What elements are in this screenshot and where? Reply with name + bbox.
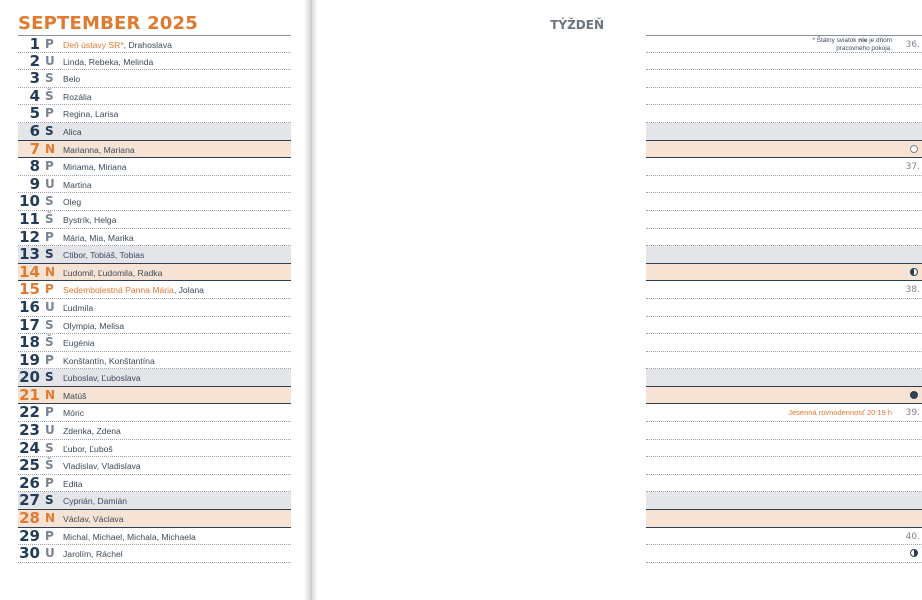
name-day xyxy=(63,352,155,370)
holiday-name: Sedembolestná Panna Mária xyxy=(63,285,174,296)
day-row xyxy=(18,475,291,493)
note-row[interactable] xyxy=(646,70,922,88)
weekday-letter: Š xyxy=(45,211,54,226)
day-row xyxy=(18,317,291,335)
name-day-text: Mária, Mia, Marika xyxy=(63,232,134,243)
equinox-note: Jesenná rovnodennosť 20:19 h xyxy=(788,408,892,418)
note-row[interactable] xyxy=(646,88,922,106)
weekday-letter: Š xyxy=(45,458,54,473)
name-day xyxy=(63,70,80,88)
name-day-text: Edita xyxy=(63,478,83,489)
note-row[interactable] xyxy=(646,281,922,299)
note-row[interactable] xyxy=(646,510,922,528)
day-number: 3 xyxy=(29,69,40,88)
name-day xyxy=(63,123,82,141)
name-day xyxy=(63,422,121,440)
day-number: 17 xyxy=(19,315,40,334)
note-row[interactable] xyxy=(646,317,922,335)
weekday-letter: N xyxy=(45,141,56,156)
note-row[interactable] xyxy=(646,457,922,475)
day-number: 30 xyxy=(19,544,40,563)
weekday-letter: U xyxy=(45,176,55,191)
weekday-letter: N xyxy=(45,387,56,402)
day-row xyxy=(18,299,291,317)
first-quarter-moon-icon xyxy=(910,549,918,557)
weekday-letter: P xyxy=(45,229,54,244)
name-day xyxy=(63,334,95,352)
weekday-letter: S xyxy=(45,440,54,455)
day-row xyxy=(18,193,291,211)
note-row[interactable] xyxy=(646,141,922,159)
weekday-letter: U xyxy=(45,423,55,438)
weekday-letter: N xyxy=(45,511,56,526)
day-row xyxy=(18,264,291,282)
note-row[interactable] xyxy=(646,193,922,211)
day-number: 7 xyxy=(29,139,40,158)
name-day xyxy=(63,369,141,387)
day-number: 24 xyxy=(19,438,40,457)
note-row[interactable] xyxy=(646,404,922,422)
note-row[interactable] xyxy=(646,211,922,229)
name-day-text: , Drahoslava xyxy=(123,40,172,50)
weekday-letter: P xyxy=(45,352,54,367)
right-page xyxy=(318,0,920,600)
weekday-letter: S xyxy=(45,71,54,86)
day-row xyxy=(18,211,291,229)
day-number: 12 xyxy=(19,227,40,246)
name-day-text: Olympia, Melisa xyxy=(63,320,125,331)
name-day-text: Marianna, Mariana xyxy=(63,144,135,155)
notes-list xyxy=(646,35,922,563)
name-day-text: Cyprián, Damián xyxy=(63,496,127,507)
footnote-bold: nie xyxy=(858,37,868,44)
weekday-letter: P xyxy=(45,405,54,420)
name-day-text: Zdenka, Zdena xyxy=(63,426,121,437)
footnote-suffix: je dňom xyxy=(867,37,892,44)
day-number: 4 xyxy=(29,86,40,105)
week-number: 36. xyxy=(905,40,920,50)
day-row xyxy=(18,281,291,299)
name-day xyxy=(63,457,141,475)
name-day-text: Miriama, Miriana xyxy=(63,162,127,173)
name-day xyxy=(63,105,118,123)
name-day-text: Eugénia xyxy=(63,338,95,349)
note-row[interactable] xyxy=(646,158,922,176)
name-day xyxy=(63,317,124,335)
full-moon-icon xyxy=(910,391,918,399)
name-day-text: Rozália xyxy=(63,91,92,102)
day-number: 18 xyxy=(19,333,40,352)
name-day xyxy=(63,141,135,159)
name-day xyxy=(63,440,113,458)
name-day-text: Oleg xyxy=(63,197,82,208)
day-number: 23 xyxy=(19,421,40,440)
name-day-text: Bystrík, Helga xyxy=(63,214,117,225)
name-day-text: Václav, Václava xyxy=(63,514,124,525)
name-day xyxy=(63,158,127,176)
note-row[interactable] xyxy=(646,176,922,194)
holiday-footnote xyxy=(812,37,892,52)
day-number: 10 xyxy=(19,192,40,211)
weekday-letter: U xyxy=(45,299,55,314)
note-row[interactable] xyxy=(646,475,922,493)
note-row[interactable] xyxy=(646,545,922,563)
name-day-text: , Jolana xyxy=(173,285,204,296)
day-row xyxy=(18,545,291,563)
name-day-text: Regina, Larisa xyxy=(63,109,119,120)
day-number: 1 xyxy=(29,35,40,53)
weekday-letter: Š xyxy=(45,335,54,350)
day-number: 22 xyxy=(19,403,40,422)
day-row xyxy=(18,422,291,440)
note-row[interactable] xyxy=(646,492,922,510)
name-day xyxy=(63,281,204,299)
weekday-letter: S xyxy=(45,194,54,209)
name-day-text: Móric xyxy=(63,408,85,419)
note-row[interactable] xyxy=(646,299,922,317)
name-day-text: Jarolím, Ráchel xyxy=(63,549,123,560)
name-day xyxy=(63,387,86,405)
day-number: 13 xyxy=(19,245,40,264)
day-row xyxy=(18,457,291,475)
day-row xyxy=(18,440,291,458)
day-row xyxy=(18,510,291,528)
week-number: 39. xyxy=(905,408,920,419)
weekday-letter: P xyxy=(45,106,54,121)
day-number: 16 xyxy=(19,297,40,316)
note-row[interactable] xyxy=(646,105,922,123)
week-number: 37. xyxy=(905,162,920,173)
day-number: 11 xyxy=(19,209,40,228)
note-row[interactable] xyxy=(646,264,922,282)
name-day-text: Ľudomil, Ľudomila, Radka xyxy=(63,267,163,278)
day-row xyxy=(18,387,291,405)
name-day xyxy=(63,53,153,71)
name-day xyxy=(63,246,144,264)
last-quarter-moon-icon xyxy=(910,268,918,276)
footnote-prefix: * Štátny sviatok xyxy=(812,37,859,44)
day-row xyxy=(18,528,291,546)
note-row[interactable] xyxy=(646,334,922,352)
note-row[interactable] xyxy=(646,528,922,546)
day-row xyxy=(18,352,291,370)
weekday-letter: P xyxy=(45,159,54,174)
name-day xyxy=(63,492,127,510)
note-row[interactable] xyxy=(646,35,922,53)
weekday-letter: S xyxy=(45,247,54,262)
day-row xyxy=(18,123,291,141)
day-row xyxy=(18,158,291,176)
day-row xyxy=(18,404,291,422)
day-number: 19 xyxy=(19,350,40,369)
day-number: 27 xyxy=(19,491,40,510)
day-number: 26 xyxy=(19,473,40,492)
day-row xyxy=(18,88,291,106)
name-day xyxy=(63,404,84,422)
day-number: 15 xyxy=(19,280,40,299)
day-row xyxy=(18,176,291,194)
weekday-letter: Š xyxy=(45,88,54,103)
holiday-name: Deň ústavy SR* xyxy=(63,40,124,50)
day-number: 25 xyxy=(19,456,40,475)
day-number: 9 xyxy=(29,174,40,193)
name-day xyxy=(63,264,162,282)
name-day-text: Linda, Rebeka, Melinda xyxy=(63,56,154,67)
day-row xyxy=(18,369,291,387)
day-row xyxy=(18,334,291,352)
weekday-letter: N xyxy=(45,264,56,279)
week-number: 38. xyxy=(905,285,920,296)
day-number: 8 xyxy=(29,157,40,176)
day-row xyxy=(18,229,291,247)
day-list xyxy=(18,35,291,563)
name-day-text: Belo xyxy=(63,74,81,85)
name-day xyxy=(63,528,196,546)
name-day xyxy=(63,36,172,54)
name-day-text: Alica xyxy=(63,126,82,137)
note-row[interactable] xyxy=(646,369,922,387)
name-day xyxy=(63,299,93,317)
name-day xyxy=(63,510,124,528)
note-row[interactable] xyxy=(646,229,922,247)
new-moon-icon xyxy=(910,145,918,153)
note-row[interactable] xyxy=(646,53,922,71)
weekday-letter: U xyxy=(45,53,55,68)
name-day xyxy=(63,211,117,229)
weekday-letter: S xyxy=(45,493,54,508)
name-day-text: Martina xyxy=(63,179,92,190)
day-number: 5 xyxy=(29,104,40,123)
day-row xyxy=(18,246,291,264)
weekday-letter: P xyxy=(45,528,54,543)
day-number: 28 xyxy=(19,509,40,528)
name-day-text: Matúš xyxy=(63,390,87,401)
day-number: 21 xyxy=(19,385,40,404)
day-number: 2 xyxy=(29,51,40,70)
weekday-letter: P xyxy=(45,282,54,297)
name-day-text: Vladislav, Vladislava xyxy=(63,461,141,472)
name-day-text: Michal, Michael, Michala, Michaela xyxy=(63,531,196,542)
day-row xyxy=(18,35,291,53)
weekday-letter: P xyxy=(45,475,54,490)
name-day xyxy=(63,475,83,493)
book-gutter xyxy=(304,0,318,600)
weekday-letter: P xyxy=(45,37,54,51)
day-number: 20 xyxy=(19,368,40,387)
left-page xyxy=(0,0,304,600)
name-day-text: Ľubor, Ľuboš xyxy=(63,443,113,454)
weekday-letter: U xyxy=(45,546,55,561)
day-number: 6 xyxy=(29,121,40,140)
note-row[interactable] xyxy=(646,387,922,405)
name-day xyxy=(63,193,81,211)
name-day-text: Konštantín, Konštantína xyxy=(63,355,155,366)
name-day xyxy=(63,229,134,247)
day-row xyxy=(18,492,291,510)
name-day xyxy=(63,545,123,563)
day-row xyxy=(18,53,291,71)
day-number: 29 xyxy=(19,526,40,545)
name-day-text: Ľuboslav, Ľuboslava xyxy=(63,373,141,384)
name-day xyxy=(63,88,92,106)
day-number: 14 xyxy=(19,262,40,281)
weekday-letter: S xyxy=(45,370,54,385)
note-row[interactable] xyxy=(646,422,922,440)
note-row[interactable] xyxy=(646,246,922,264)
name-day xyxy=(63,176,92,194)
weekday-letter: S xyxy=(45,317,54,332)
name-day-text: Ľudmila xyxy=(63,302,94,313)
week-number: 40. xyxy=(905,531,920,542)
week-header: TÝŽDEŇ xyxy=(550,18,604,32)
note-row[interactable] xyxy=(646,352,922,370)
day-row xyxy=(18,70,291,88)
day-row xyxy=(18,105,291,123)
note-row[interactable] xyxy=(646,123,922,141)
weekday-letter: S xyxy=(45,123,54,138)
name-day-text: Ctibor, Tobiáš, Tobias xyxy=(63,250,145,261)
month-title: SEPTEMBER 2025 xyxy=(18,13,198,34)
day-row xyxy=(18,141,291,159)
note-row[interactable] xyxy=(646,440,922,458)
footnote-line2: pracovného pokoja. xyxy=(836,44,892,52)
